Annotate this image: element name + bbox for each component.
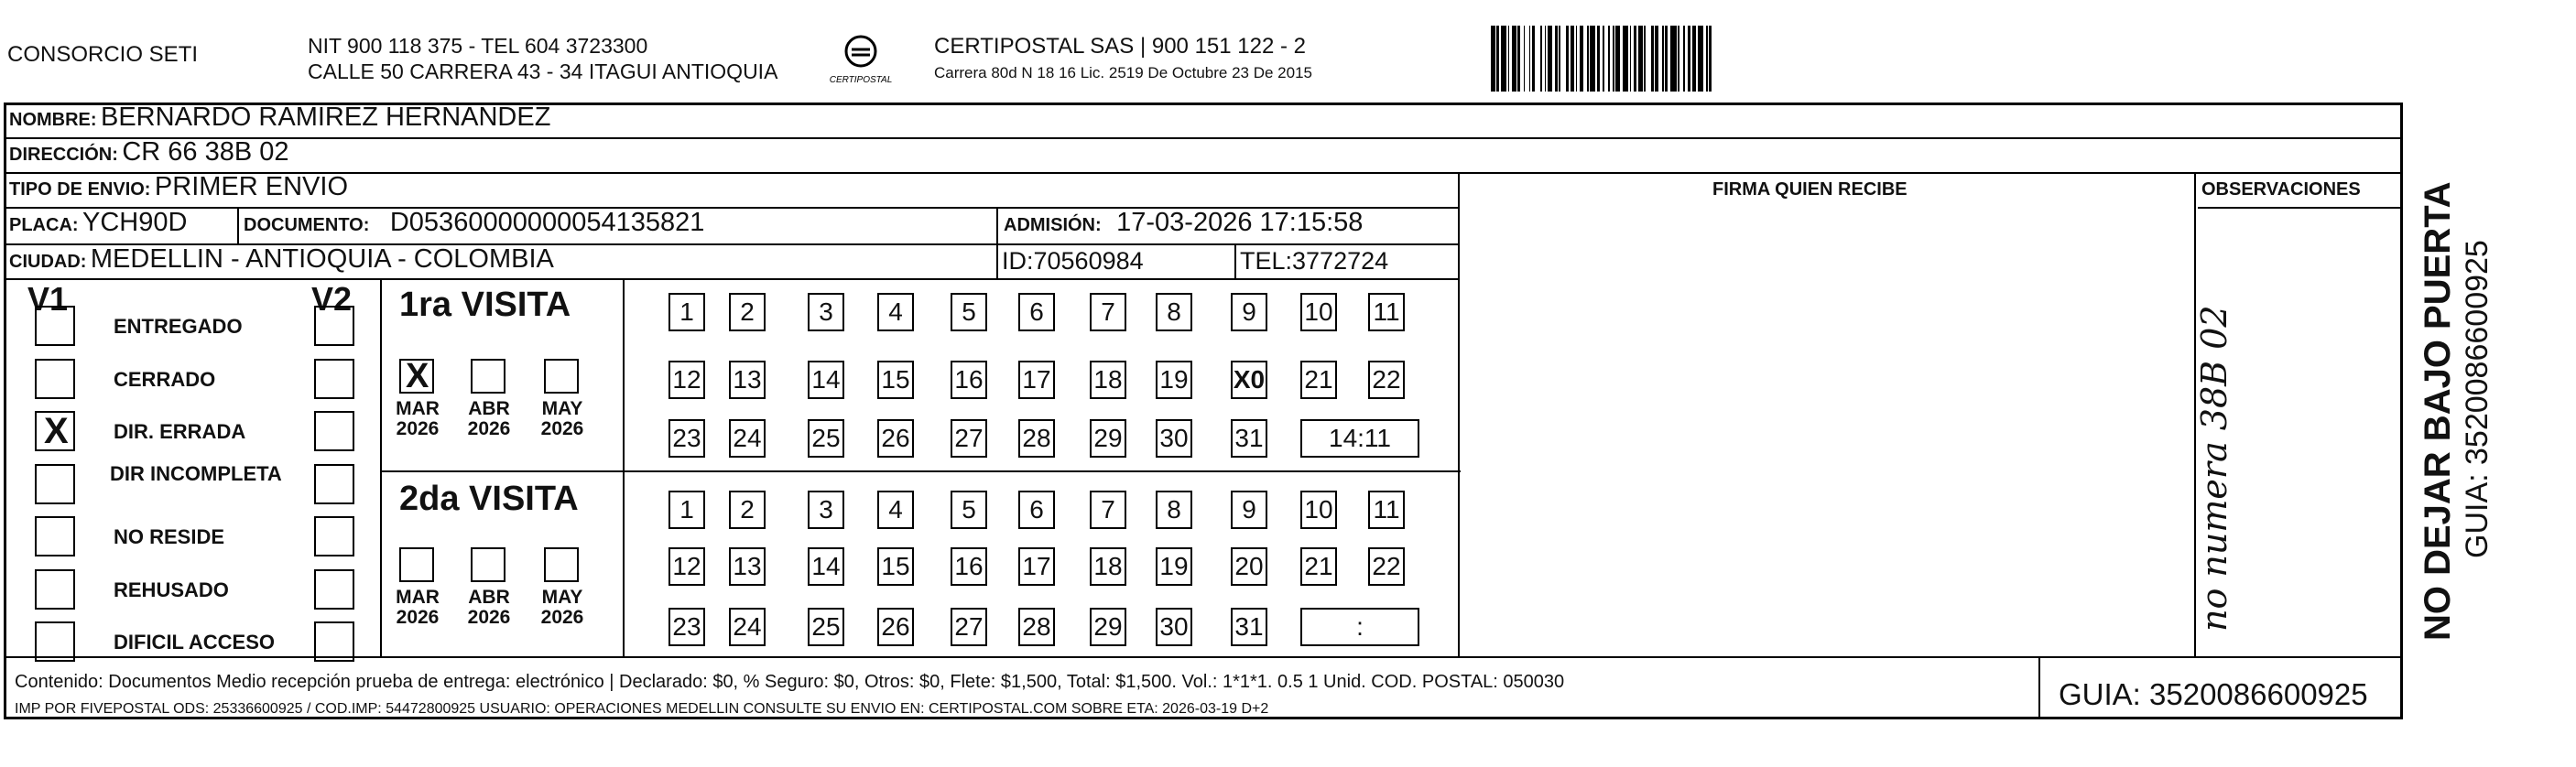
visit2-day-28[interactable]: 28	[1018, 608, 1055, 646]
v2-checkbox[interactable]	[314, 621, 354, 662]
admision-value: 17-03-2026 17:15:58	[1116, 208, 1364, 237]
visit2-day-15[interactable]: 15	[877, 547, 914, 586]
ciudad-value: MEDELLIN - ANTIOQUIA - COLOMBIA	[90, 244, 554, 274]
certipostal-line1: CERTIPOSTAL SAS | 900 151 122 - 2	[934, 34, 1306, 59]
id-value: ID:70560984	[1002, 247, 1144, 275]
certipostal-logo	[829, 33, 893, 88]
v1-checkbox[interactable]	[35, 516, 75, 556]
visit1-day-19[interactable]: 19	[1156, 361, 1192, 399]
visit2-day-23[interactable]: 23	[668, 608, 705, 646]
visit1-day-5[interactable]: 5	[951, 293, 987, 331]
ciudad-label: CIUDAD:	[9, 252, 87, 272]
firma-title: FIRMA QUIEN RECIBE	[1712, 179, 1908, 200]
row-divider	[380, 470, 1461, 472]
observaciones-handwritten: no numera 38B 02	[2194, 305, 2234, 632]
v2-checkbox[interactable]	[314, 569, 354, 610]
visit1-day-24[interactable]: 24	[729, 419, 766, 458]
month-label	[535, 588, 590, 628]
nombre-row	[9, 103, 550, 133]
placa-row	[9, 208, 187, 238]
visit1-day-26[interactable]: 26	[877, 419, 914, 458]
v1-checkbox[interactable]	[35, 359, 75, 399]
check-mark: X	[44, 411, 69, 451]
company-nit	[308, 33, 777, 84]
placa-label: PLACA:	[9, 215, 79, 235]
footer-guia: GUIA: 3520086600925	[2059, 677, 2368, 711]
company-name: CONSORCIO SETI	[7, 42, 199, 67]
visit2-day-26[interactable]: 26	[877, 608, 914, 646]
col-divider	[237, 207, 239, 243]
month-label	[535, 399, 590, 439]
month-checkbox-may[interactable]	[544, 547, 579, 582]
v2-checkbox[interactable]	[314, 411, 354, 451]
month-year: 2026	[540, 418, 584, 439]
certipostal-line2: Carrera 80d N 18 16 Lic. 2519 De Octubre 23 De 2015	[934, 64, 1312, 81]
direccion-label: DIRECCIÓN:	[9, 145, 118, 165]
col-divider	[623, 278, 625, 656]
visit2-day-17[interactable]: 17	[1018, 547, 1055, 586]
col-divider	[380, 278, 382, 656]
v1-checkbox[interactable]	[35, 569, 75, 610]
shipping-form	[4, 103, 2403, 719]
visit2-day-19[interactable]: 19	[1156, 547, 1192, 586]
visit1-day-30[interactable]: 30	[1156, 419, 1192, 458]
visit1-day-9[interactable]: 9	[1231, 293, 1267, 331]
admision-row	[1004, 208, 1363, 238]
visit1-day-23[interactable]: 23	[668, 419, 705, 458]
observaciones-title: OBSERVACIONES	[2201, 179, 2361, 200]
visit1-day-2[interactable]: 2	[729, 293, 766, 331]
visit2-day-14[interactable]: 14	[808, 547, 844, 586]
row-divider	[4, 172, 2403, 174]
visit1-day-3[interactable]: 3	[808, 293, 844, 331]
col-divider	[1458, 172, 1460, 657]
month-name: MAY	[541, 587, 583, 608]
no-dejar-bajo-puerta: NO DEJAR BAJO PUERTA	[2418, 181, 2458, 641]
visit2-day-7[interactable]: 7	[1090, 491, 1126, 529]
nit-line1: NIT 900 118 375 - TEL 604 3723300	[308, 34, 648, 58]
barcode-bar	[1712, 26, 1716, 92]
visit1-day-11[interactable]: 11	[1368, 293, 1405, 331]
visit1-day-15[interactable]: 15	[877, 361, 914, 399]
month-checkbox-abr[interactable]	[471, 547, 505, 582]
visit1-day-14[interactable]: 14	[808, 361, 844, 399]
visit2-day-6[interactable]: 6	[1018, 491, 1055, 529]
visit2-day-27[interactable]: 27	[951, 608, 987, 646]
visit2-day-20[interactable]: 20	[1231, 547, 1267, 586]
v1-checkbox[interactable]	[35, 306, 75, 346]
v1-title: V1	[27, 280, 69, 318]
month-name: ABR	[468, 587, 510, 608]
visit1-day-22[interactable]: 22	[1368, 361, 1405, 399]
logo-text: CERTIPOSTAL	[829, 75, 893, 85]
visit2-day-9[interactable]: 9	[1231, 491, 1267, 529]
col-divider	[996, 243, 998, 278]
visit2-day-4[interactable]: 4	[877, 491, 914, 529]
col-divider	[2038, 656, 2040, 719]
visit1-day-7[interactable]: 7	[1090, 293, 1126, 331]
month-label	[390, 399, 445, 439]
month-name: MAR	[396, 587, 440, 608]
visit2-day-10[interactable]: 10	[1300, 491, 1337, 529]
v2-title: V2	[311, 280, 353, 318]
placa-value: YCH90D	[82, 208, 188, 237]
tel-value: TEL:3772724	[1240, 247, 1389, 275]
status-label: DIR. ERRADA	[114, 420, 246, 443]
visit2-day-18[interactable]: 18	[1090, 547, 1126, 586]
ciudad-row	[9, 244, 554, 275]
nombre-label: NOMBRE:	[9, 110, 97, 130]
visit1-day-18[interactable]: 18	[1090, 361, 1126, 399]
visit2-day-1[interactable]: 1	[668, 491, 705, 529]
month-label	[462, 588, 516, 628]
visit2-day-11[interactable]: 11	[1368, 491, 1405, 529]
v1-checkbox[interactable]	[35, 464, 75, 504]
visit2-day-30[interactable]: 30	[1156, 608, 1192, 646]
tipo-label: TIPO DE ENVIO:	[9, 179, 151, 200]
status-label: CERRADO	[114, 367, 216, 391]
col-divider	[2401, 103, 2403, 719]
footer-imp: IMP POR FIVEPOSTAL ODS: 25336600925 / COD.IMP: 54472800925 USUARIO: OPERACIONES MEDELLIN CONSULTE SU ENVIO EN: CERTIPOSTAL.COM SOBRE ETA: 2026-03-19 D+2	[15, 701, 1269, 717]
visit1-day-10[interactable]: 10	[1300, 293, 1337, 331]
footer-content: Contenido: Documentos Medio recepción prueba de entrega: electrónico | Declarado: $0, % Seguro: $0, Otros: $0, Flete: $1,500, Total: $1,500. Vol.: 1*1*1. 0.5 1 Unid. COD. POSTAL: 050030	[15, 672, 1565, 692]
nombre-value: BERNARDO RAMIREZ HERNANDEZ	[101, 103, 551, 132]
month-checkbox-abr[interactable]	[471, 359, 505, 394]
visit2-time-field[interactable]: :	[1300, 608, 1419, 646]
documento-value: D05360000000054135821	[389, 208, 705, 237]
visit1-day-21[interactable]: 21	[1300, 361, 1337, 399]
visit1-day-28[interactable]: 28	[1018, 419, 1055, 458]
visit2-day-12[interactable]: 12	[668, 547, 705, 586]
side-guia: GUIA: 3520086600925	[2460, 240, 2494, 558]
tipo-value: PRIMER ENVIO	[154, 172, 349, 201]
visit1-day-1[interactable]: 1	[668, 293, 705, 331]
visit1-day-16[interactable]: 16	[951, 361, 987, 399]
month-name: MAR	[396, 398, 440, 419]
status-label: NO RESIDE	[114, 525, 225, 548]
month-label	[390, 588, 445, 628]
visit1-day-20[interactable]: X0	[1231, 361, 1267, 399]
v2-checkbox[interactable]	[314, 516, 354, 556]
col-divider	[996, 207, 998, 243]
visit2-day-16[interactable]: 16	[951, 547, 987, 586]
visit2-day-8[interactable]: 8	[1156, 491, 1192, 529]
status-label: ENTREGADO	[114, 315, 243, 338]
visit2-day-29[interactable]: 29	[1090, 608, 1126, 646]
row-divider	[4, 278, 1460, 280]
visit1-time-field[interactable]: 14:11	[1300, 419, 1419, 458]
visit1-day-25[interactable]: 25	[808, 419, 844, 458]
direccion-value: CR 66 38B 02	[122, 137, 289, 167]
visit2-day-31[interactable]: 31	[1231, 608, 1267, 646]
visit2-day-5[interactable]: 5	[951, 491, 987, 529]
visit1-day-12[interactable]: 12	[668, 361, 705, 399]
visit2-title: 2da VISITA	[399, 480, 579, 518]
month-year: 2026	[396, 607, 440, 628]
v1-checkbox[interactable]	[35, 621, 75, 662]
visit1-day-29[interactable]: 29	[1090, 419, 1126, 458]
row-divider	[4, 137, 2403, 139]
visit1-title: 1ra VISITA	[399, 286, 571, 324]
barcode	[1491, 26, 2223, 92]
month-year: 2026	[467, 418, 511, 439]
month-label	[462, 399, 516, 439]
row-divider	[2198, 207, 2403, 209]
month-name: MAY	[541, 398, 583, 419]
visit2-day-21[interactable]: 21	[1300, 547, 1337, 586]
documento-label: DOCUMENTO:	[244, 215, 370, 235]
month-year: 2026	[396, 418, 440, 439]
status-label: DIFICIL ACCESO	[114, 631, 276, 654]
visit2-day-22[interactable]: 22	[1368, 547, 1405, 586]
visit2-day-13[interactable]: 13	[729, 547, 766, 586]
month-checkbox-may[interactable]	[544, 359, 579, 394]
month-year: 2026	[540, 607, 584, 628]
visit2-day-3[interactable]: 3	[808, 491, 844, 529]
documento-row	[244, 208, 704, 238]
visit2-day-24[interactable]: 24	[729, 608, 766, 646]
check-mark: X	[406, 357, 429, 395]
month-year: 2026	[467, 607, 511, 628]
v1-checkbox[interactable]	[35, 411, 75, 451]
visit1-day-8[interactable]: 8	[1156, 293, 1192, 331]
visit2-day-2[interactable]: 2	[729, 491, 766, 529]
admision-label: ADMISIÓN:	[1004, 215, 1102, 235]
visit1-day-17[interactable]: 17	[1018, 361, 1055, 399]
month-checkbox-mar[interactable]	[399, 547, 434, 582]
visit2-day-25[interactable]: 25	[808, 608, 844, 646]
v2-checkbox[interactable]	[314, 306, 354, 346]
status-label: REHUSADO	[114, 578, 229, 601]
visit1-day-6[interactable]: 6	[1018, 293, 1055, 331]
status-label: DIR INCOMPLETA	[110, 461, 282, 485]
visit1-day-31[interactable]: 31	[1231, 419, 1267, 458]
month-name: ABR	[468, 398, 510, 419]
tipo-row	[9, 172, 348, 202]
visit1-day-13[interactable]: 13	[729, 361, 766, 399]
v2-checkbox[interactable]	[314, 359, 354, 399]
col-divider	[1234, 243, 1236, 278]
month-checkbox-mar[interactable]	[399, 359, 434, 394]
v2-checkbox[interactable]	[314, 464, 354, 504]
nit-line2: CALLE 50 CARRERA 43 - 34 ITAGUI ANTIOQUIA	[308, 59, 778, 83]
visit1-day-27[interactable]: 27	[951, 419, 987, 458]
visit1-day-4[interactable]: 4	[877, 293, 914, 331]
direccion-row	[9, 137, 289, 167]
row-divider	[4, 656, 2403, 658]
